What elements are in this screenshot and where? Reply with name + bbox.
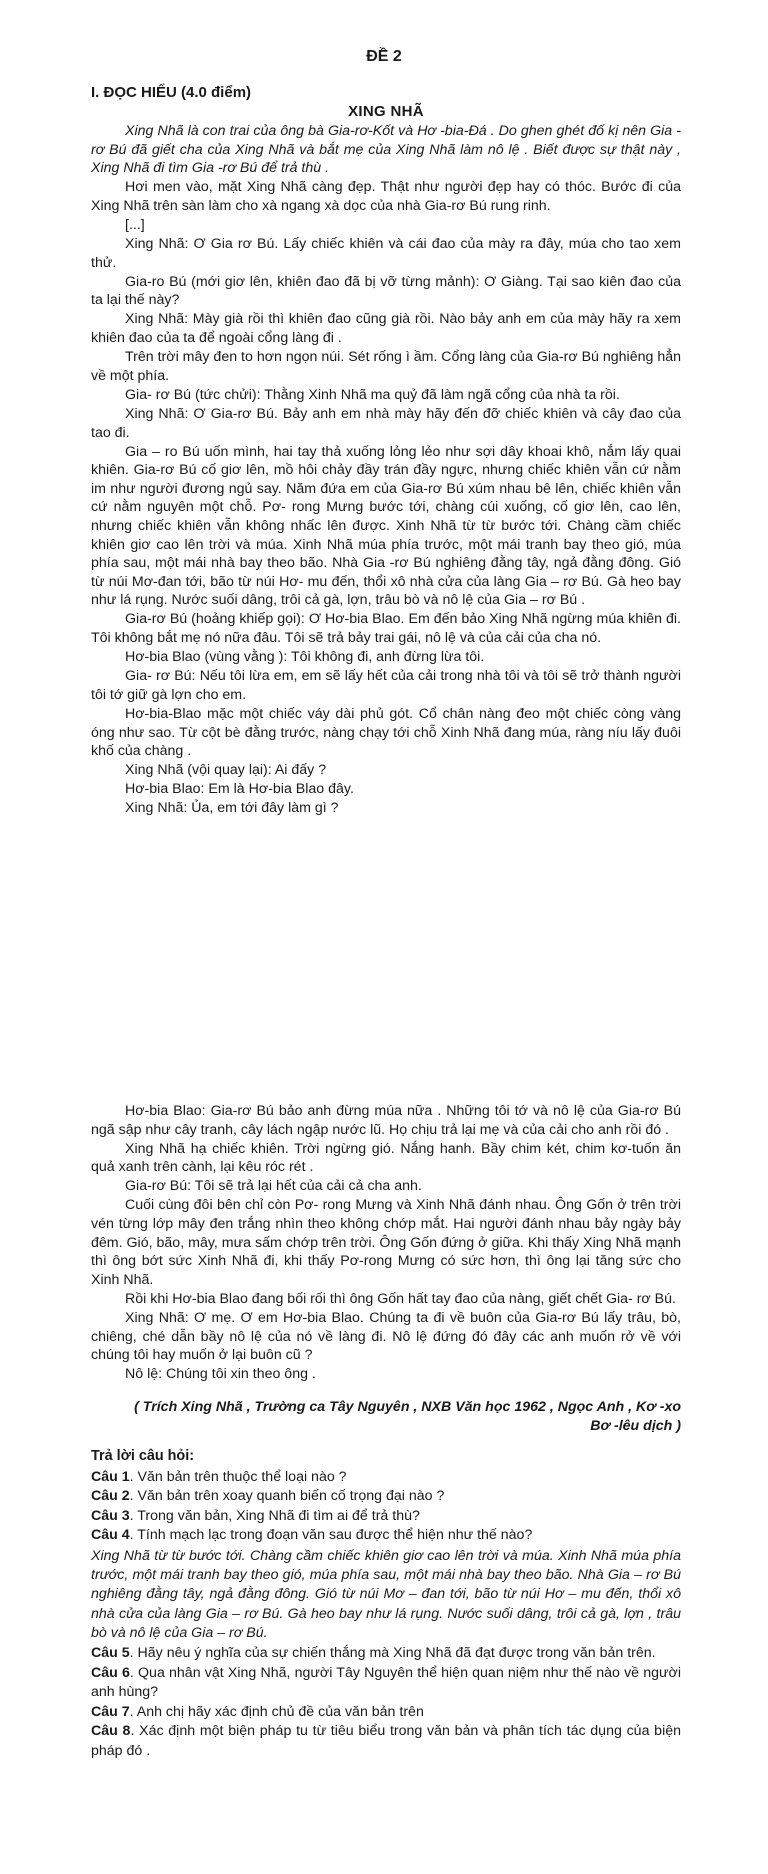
blank-space: [91, 892, 681, 1098]
passage-part-2: [91, 1102, 681, 1449]
intro-paragraph: Xing Nhã là con trai của ông bà Gia-rơ-Kốt và Hơ -bia-Đá . Do ghen ghét đố kị nên Gia -rơ Bú đã giết cha của Xing Nhã và bắt mẹ của Xing Nhã làm nô lệ . Biết được sự thật này , Xing Nhã đi tìm Gia -rơ Bú để trả thù .: [91, 123, 681, 177]
passage-paragraph: Gia- rơ Bú (tức chửi): Thằng Xinh Nhã ma quỷ đã làm ngã cổng của nhà ta rồi.: [125, 386, 620, 403]
passage-part-1: [91, 122, 681, 818]
question-item: [91, 1722, 681, 1761]
passage-paragraph: Xing Nhã: Ơ Gia-rơ Bú. Bảy anh em nhà mày hãy đến đỡ chiếc khiên và cây đao của tao đi.: [91, 405, 681, 441]
question-label: Câu 4: [91, 1527, 130, 1544]
question-item: [91, 1487, 681, 1507]
question-text: . Tính mạch lạc trong đoạn văn sau được thể hiện như thế nào?: [129, 1527, 533, 1544]
question-text: . Xác định một biện pháp tu từ tiêu biểu trong văn bản và phân tích tác dụng của biện pháp đó .: [91, 1723, 682, 1759]
passage-paragraph: Xing Nhã: Ơ mẹ. Ơ em Hơ-bia Blao. Chúng ta đi về buôn của Gia-rơ Bú lấy trâu, bò, chiêng, ché dẫn bầy nô lệ của nó về làng đi. Nô lệ đứng đó đây các anh muốn rở về với chúng tôi hay muốn ở lại buôn cũ ?: [91, 1310, 681, 1364]
passage-paragraph: Gia-rơ Bú: Tôi sẽ trả lại hết của cải cả cha anh.: [125, 1178, 422, 1195]
question-label: Câu 6: [91, 1664, 130, 1681]
passage-paragraph: Xing Nhã: Ơ Gia rơ Bú. Lấy chiếc khiên và cái đao của mày ra đây, múa cho tao xem thử.: [91, 236, 681, 271]
question-label: Câu 1: [91, 1468, 130, 1485]
question-label: Câu 7: [91, 1703, 130, 1720]
passage-paragraph: Xing Nhã (vội quay lại): Ai đấy ?: [125, 762, 327, 779]
question-item: [91, 1644, 681, 1664]
question-label: Câu 5: [91, 1644, 130, 1661]
question-item: [91, 1664, 681, 1703]
questions-heading: Trả lời câu hỏi:: [91, 1448, 194, 1464]
question-text: . Văn bản trên xoay quanh biến cố trọng đại nào ?: [129, 1488, 445, 1505]
source-citation: ( Trích Xing Nhã , Trường ca Tây Nguyên , NXB Văn học 1962 , Ngọc Anh , Kơ -xo Bơ -lêu dịch ): [134, 1399, 681, 1434]
passage-paragraph: Hơ-bia-Blao mặc một chiếc váy dài phủ gót. Cổ chân nàng đeo một chiếc còng vàng óng như sao. Từ cột bè đằng trước, nàng chạy tới chỗ Xinh Nhã đang múa, ràng níu lấy đuôi khố của chàng .: [91, 705, 681, 760]
passage-paragraph: [...]: [125, 216, 145, 233]
passage-paragraph: Gia-rơ Bú (hoảng khiếp gọi): Ơ Hơ-bia Blao. Em đến bảo Xing Nhã ngừng múa khiên đi. Tôi không bắt mẹ nó nữa đâu. Tôi sẽ trả bảy trai gái, nô lệ và của cải của cha nó.: [91, 611, 681, 647]
passage-paragraph: Hơ-bia Blao: Em là Hơ-bia Blao đây.: [125, 781, 354, 798]
passage-paragraph: Trên trời mây đen to hơn ngọn núi. Sét rống ì ầm. Cổng làng của Gia-rơ Bú nghiêng hẳn về một phía.: [91, 349, 681, 384]
passage-paragraph: Hơ-bia Blao (vùng vằng ): Tôi không đi, anh đừng lừa tôi.: [125, 649, 485, 666]
passage-paragraph: Hơ-bia Blao: Gia-rơ Bú bảo anh đừng múa nữa . Những tôi tớ và nô lệ của Gia-rơ Bú ngã sập như cây tranh, cây lách ngập nước lũ. Họ chịu trả lại mẹ và của cải cho anh rồi đó .: [91, 1103, 681, 1138]
passage-paragraph: Cuối cùng đôi bên chỉ còn Pơ- rong Mưng và Xinh Nhã đánh nhau. Ông Gốn ở trên trời vén từng lớp mây đen trắng nhìn theo không chớp mắt. Hai người đánh nhau bảy ngày bảy đêm. Gió, bão, mây, mưa sấm chớp trên trời. Ông Gốn đứng ở giữa. Khi thấy Xing Nhã mạnh thì ông bớt sức Xinh Nhã đi, khi thấy Pơ-rong Mưng có sức hơn, thì ông lại tăng sức cho Xinh Nhã.: [91, 1197, 681, 1288]
question-text: . Văn bản trên thuộc thể loại nào ?: [129, 1468, 347, 1485]
question-text: . Hãy nêu ý nghĩa của sự chiến thắng mà Xing Nhã đã đạt được trong văn bản trên.: [129, 1644, 656, 1661]
exam-title: ĐỀ 2: [366, 48, 402, 65]
passage-paragraph: Rồi khi Hơ-bia Blao đang bối rối thì ông Gốn hất tay đao của nàng, giết chết Gia- rơ Bú.: [125, 1290, 676, 1307]
question-text: . Qua nhân vật Xing Nhã, người Tây Nguyên thể hiện quan niệm như thế nào về người anh hùng?: [91, 1664, 681, 1701]
question-item: [91, 1507, 681, 1527]
passage-paragraph: Xing Nhã: Mày già rồi thì khiên đao cũng già rồi. Nào bảy anh em của mày hãy ra xem khiên đao của ta để ngoài cổng làng đi .: [91, 311, 681, 347]
passage-paragraph: Xing Nhã hạ chiếc khiên. Trời ngừng gió. Nắng hanh. Bầy chim két, chim kơ-tuốn ăn quả xanh trên cành, lại kêu róc rét .: [91, 1140, 681, 1176]
question-label: Câu 3: [91, 1507, 130, 1524]
passage-paragraph: Xing Nhã: Ủa, em tới đây làm gì ?: [125, 800, 339, 817]
question-excerpt: Xing Nhã từ từ bước tới. Chàng cầm chiếc khiên giơ cao lên trời và múa. Xinh Nhã múa phía trước, một mái tranh bay theo gió, múa phía sau, một mái nhà bay theo bão. Nhà Gia – rơ Bú nghiêng đằng tây, ngả đằng đông. Gió từ núi Mơ – đan tới, bão từ núi Hơ – mu đến, thổi xô nhà cửa của làng Gia – rơ Bú. Gà heo bay như lá rụng. Nước suối dâng, trôi cả gà, lợn , trâu bò và nô lệ của Gia – rơ Bú.: [91, 1547, 681, 1641]
passage-paragraph: Hơi men vào, mặt Xing Nhã càng đẹp. Thật như người đẹp hay có thóc. Bước đi của Xing Nhã trên sàn làm cho xà ngang xà dọc của nhà Gia-rơ Bú rung rinh.: [91, 179, 681, 214]
passage-paragraph: Gia-ro Bú (mới giơ lên, khiên đao đã bị vỡ từng mảnh): Ơ Giàng. Tại sao kiên đao của ta lại thế này?: [91, 273, 681, 309]
section-heading: I. ĐỌC HIỂU (4.0 điểm): [91, 84, 252, 101]
passage-paragraph: Nô lệ: Chúng tôi xin theo ông .: [125, 1366, 316, 1383]
question-text: . Trong văn bản, Xing Nhã đi tìm ai để trả thù?: [129, 1507, 420, 1524]
question-label: Câu 2: [91, 1488, 130, 1505]
passage-paragraph: Gia- rơ Bú: Nếu tôi lừa em, em sẽ lấy hết của cải trong nhà tôi và tôi sẽ trở thành người tôi tớ giữ gà lợn cho em.: [91, 668, 681, 703]
question-item: [91, 1468, 681, 1488]
question-text: . Anh chị hãy xác định chủ đề của văn bản trên: [129, 1703, 424, 1720]
question-label: Câu 8: [91, 1723, 131, 1740]
questions-section: [91, 1446, 681, 1762]
story-title: XING NHÃ: [348, 103, 424, 120]
question-item: [91, 1526, 681, 1546]
question-item: [91, 1703, 681, 1723]
passage-paragraph: Gia – ro Bú uốn mình, hai tay thả xuống lỏng lẻo như sợi dây khoai khô, nắm lấy quai khiên. Gia-rơ Bú cố giơ lên, mồ hôi chảy đầy trán đầy ngực, nhưng chiếc khiên vẫn cứ nằm im như người đương ngủ say. Năm đứa em của Gia-rơ Bú xúm nhau bê lên, chiếc khiên vẫn cứ nằm nguyên một chỗ. Pơ- rong Mưng bước tới, chàng cúi xuống, cố giơ lên, cao lên, nhưng chiếc khiên vẫn không nhấc lên được. Xinh Nhã từ từ bước tới. Chàng cầm chiếc khiên giơ cao lên trời và múa. Xinh Nhã múa phía trước, một mái tranh bay theo gió, múa phía sau, một mái nhà bay theo bão. Nhà Gia -rơ Bú nghiêng đằng tây, ngả đằng đông. Gió từ núi Mơ-đan tới, bão từ núi Hơ- mu đến, thổi xô nhà cửa của làng Gia – rơ Bú. Gà heo bay như lá rụng. Nước suối dâng, trôi cả gà, lợn, trâu bò và nô lệ của Gia – rơ Bú .: [91, 443, 681, 609]
